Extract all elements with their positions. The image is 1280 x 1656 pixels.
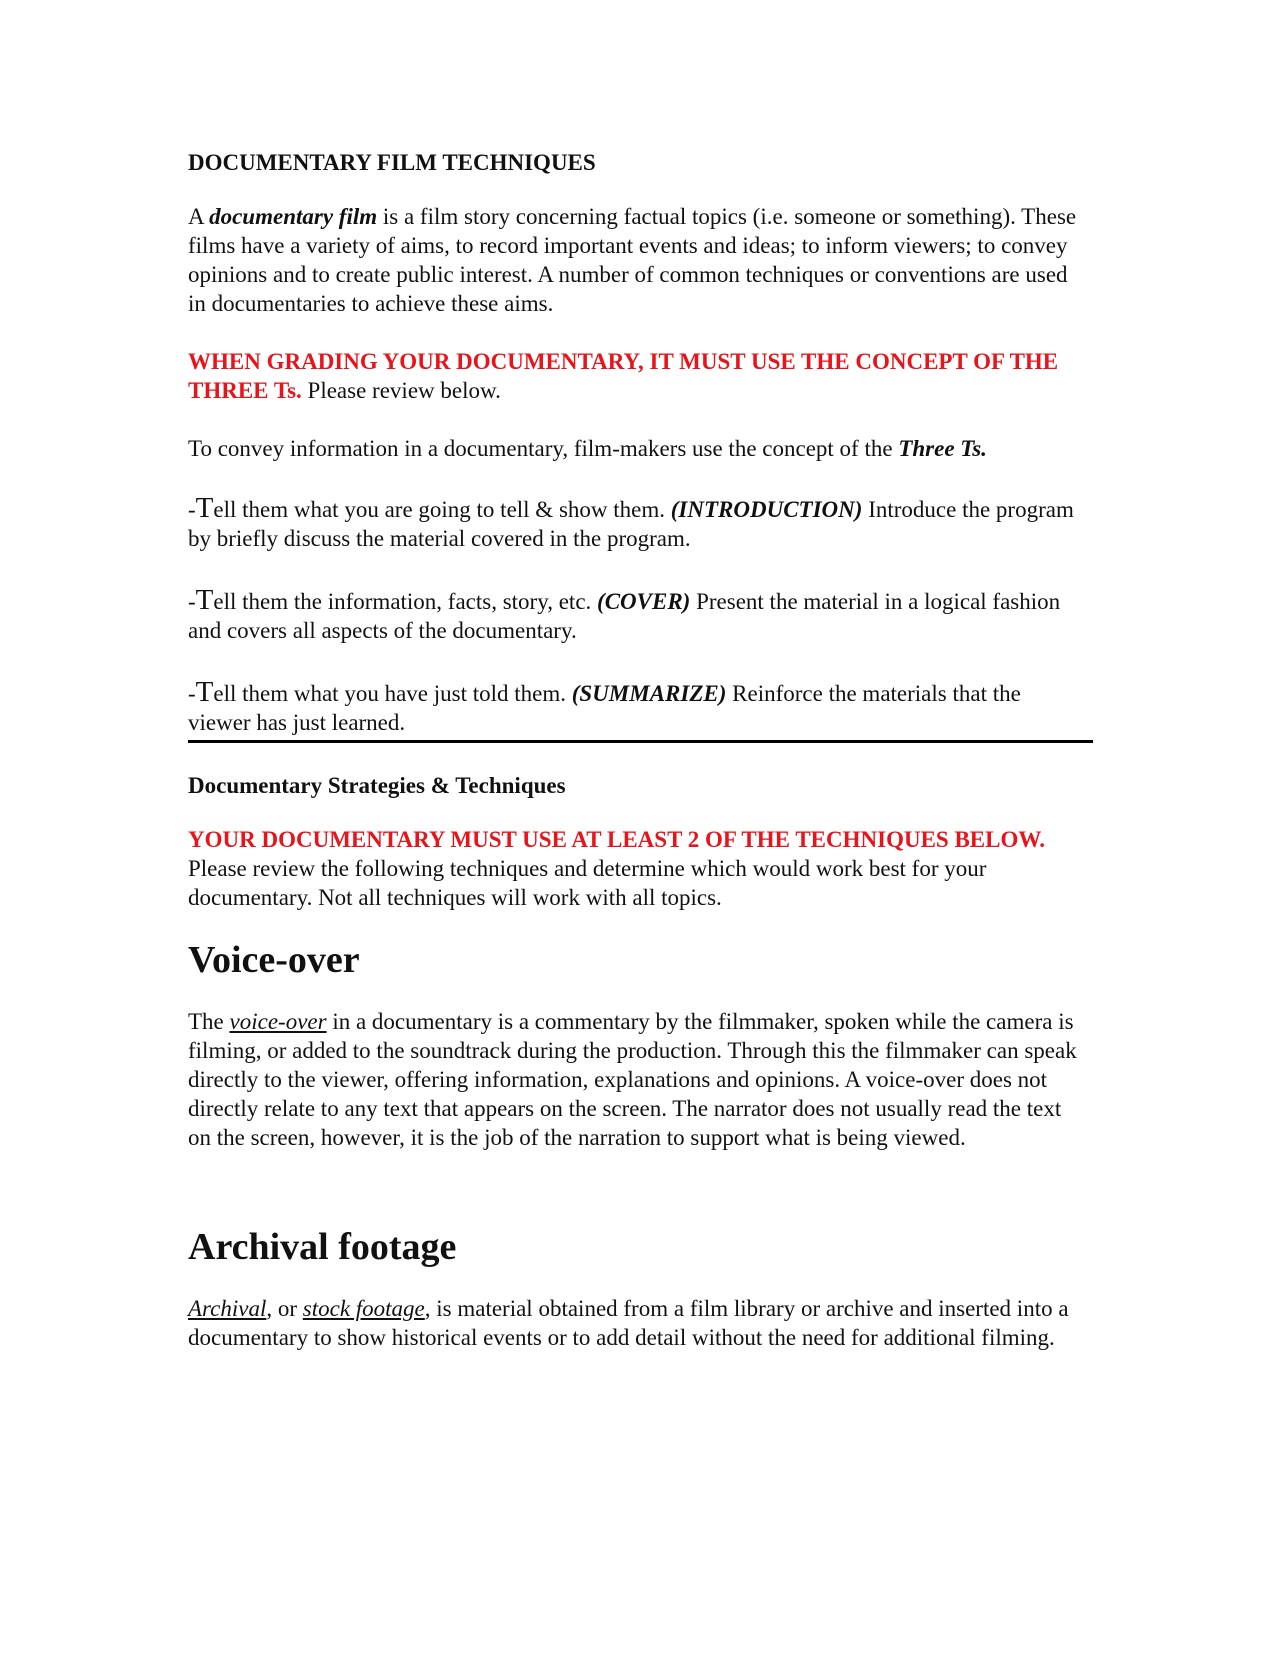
intro-term: documentary film xyxy=(209,204,378,229)
must-use-rest: Please review the following techniques and determine which would work best for your documentary. Not all techniques will work with all topics. xyxy=(188,856,987,910)
item-rest: Present the material in a logical fashion and covers all aspects of the documentary. xyxy=(188,589,1061,643)
item-text: ell them what you have just told them. xyxy=(213,681,572,706)
document-page xyxy=(188,148,1088,1352)
must-use-paragraph xyxy=(188,825,1088,912)
stock-footage-term: stock footage xyxy=(302,1296,425,1321)
voiceover-heading: Voice-over xyxy=(188,939,360,981)
convey-paragraph xyxy=(188,434,1088,463)
three-ts-item-summarize xyxy=(188,678,1088,737)
voiceover-paragraph xyxy=(188,1007,1088,1152)
archival-term: Archival xyxy=(188,1296,267,1321)
voiceover-body: in a documentary is a commentary by the filmmaker, spoken while the camera is filming, or added to the soundtrack during the production. Through this the filmmaker can speak directly to the viewer, offering information, explanations and opinions. A voice-over does not directly relate to any text that appears on the screen. The narrator does not usually read the text on the screen, however, it is the job of the narration to support what is being viewed. xyxy=(188,1009,1077,1150)
item-label: (SUMMARIZE) xyxy=(571,681,727,706)
archival-paragraph xyxy=(188,1294,1088,1352)
convey-text: To convey information in a documentary, film-makers use the concept of the xyxy=(188,436,899,461)
big-t-letter: T xyxy=(195,584,214,616)
dash: - xyxy=(188,589,196,614)
grading-paragraph xyxy=(188,347,1088,405)
archival-mid: , or xyxy=(266,1296,303,1321)
voiceover-term: voice-over xyxy=(229,1009,327,1034)
dash: - xyxy=(188,497,196,522)
strategies-heading: Documentary Strategies & Techniques xyxy=(188,773,566,798)
three-ts-item-cover xyxy=(188,586,1088,645)
item-text: ell them what you are going to tell & show them. xyxy=(213,497,671,522)
intro-lead: A xyxy=(188,204,210,229)
archival-heading: Archival footage xyxy=(188,1226,457,1268)
item-text: ell them the information, facts, story, etc. xyxy=(213,589,598,614)
dash: - xyxy=(188,681,196,706)
item-rest: Reinforce the materials that the viewer has just learned. xyxy=(188,681,1021,735)
intro-paragraph xyxy=(188,202,1088,318)
item-label: (COVER) xyxy=(597,589,691,614)
convey-term: Three Ts. xyxy=(898,436,987,461)
item-label: (INTRODUCTION) xyxy=(670,497,863,522)
big-t-letter: T xyxy=(195,676,214,708)
document-title: DOCUMENTARY FILM TECHNIQUES xyxy=(188,150,596,175)
horizontal-rule xyxy=(188,740,1093,743)
grading-notice: WHEN GRADING YOUR DOCUMENTARY, IT MUST USE THE CONCEPT OF THE THREE Ts. xyxy=(188,349,1059,403)
voiceover-lead: The xyxy=(188,1009,230,1034)
three-ts-item-intro xyxy=(188,494,1088,553)
item-rest: Introduce the program by briefly discuss the material covered in the program. xyxy=(188,497,1074,551)
must-use-notice: YOUR DOCUMENTARY MUST USE AT LEAST 2 OF THE TECHNIQUES BELOW. xyxy=(188,827,1045,852)
archival-body: , is material obtained from a film library or archive and inserted into a documentary to show historical events or to add detail without the need for additional filming. xyxy=(188,1296,1069,1350)
intro-body: is a film story concerning factual topics (i.e. someone or something). These films have a variety of aims, to record important events and ideas; to inform viewers; to convey opinions and to create public interest. A number of common techniques or conventions are used in documentaries to achieve these aims. xyxy=(188,204,1077,316)
big-t-letter: T xyxy=(195,492,214,524)
grading-rest: Please review below. xyxy=(301,378,501,403)
